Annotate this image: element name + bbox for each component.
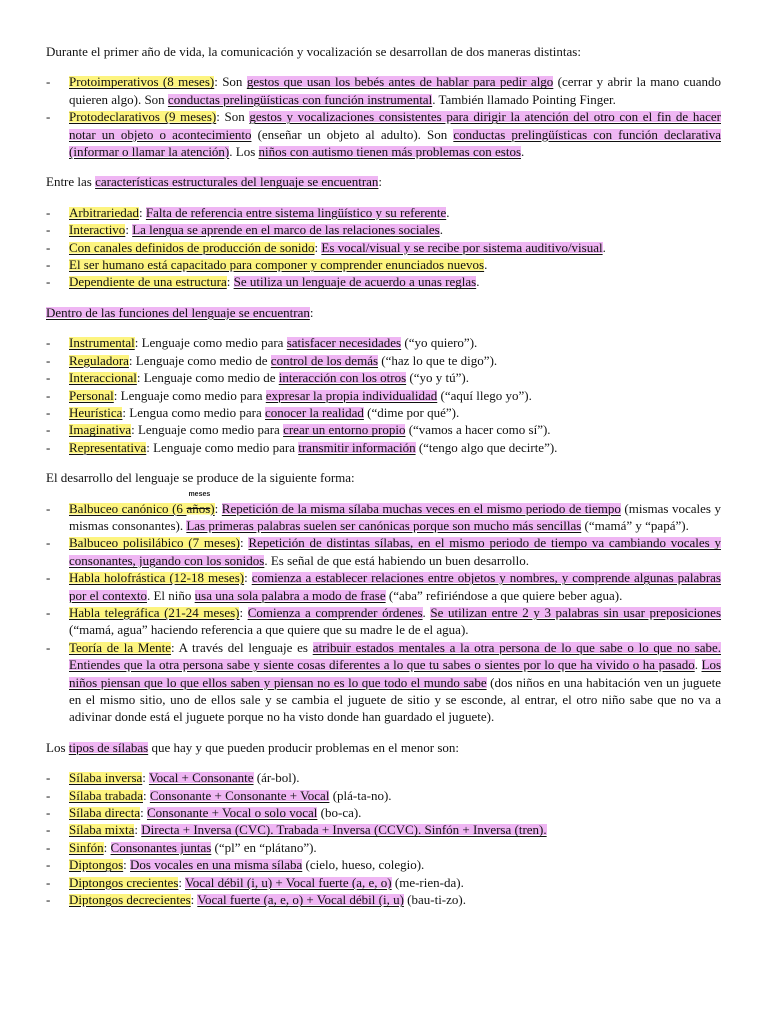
list-item	[46, 639, 721, 726]
list-item	[46, 108, 721, 160]
highlight: Vocal fuerte (a, e, o) + Vocal débil (i, u)	[197, 892, 404, 908]
text: . También llamado Pointing Finger.	[432, 91, 616, 107]
syllables-heading	[46, 739, 721, 756]
text: :	[226, 274, 234, 290]
text: .	[446, 204, 450, 220]
list-item	[46, 569, 721, 604]
list-item	[46, 787, 721, 804]
text: : Lenguaje como medio para	[131, 422, 284, 438]
structural-heading	[46, 173, 721, 190]
text: : Lenguaje como medio para	[113, 387, 266, 403]
highlight: Repetición de la misma sílaba muchas veces en el mismo periodo de tiempo	[221, 500, 621, 516]
text: : Lengua como medio para	[122, 404, 266, 420]
text: (“mamá” y “papá”).	[581, 517, 689, 533]
text: (enseñar un objeto al adulto). Son	[251, 126, 454, 142]
list-item	[46, 421, 721, 438]
highlight: expresar la propia individualidad	[265, 387, 438, 403]
highlight: Falta de referencia entre sistema lingüístico y su referente	[145, 204, 447, 220]
text: :	[142, 770, 149, 786]
term: Arbitrariedad	[69, 204, 140, 220]
text: (“aquí llego yo”).	[437, 387, 532, 403]
highlight: Se utilizan entre 2 y 3 palabras sin usar preposiciones	[430, 604, 722, 620]
text: (“yo quiero”).	[401, 335, 478, 351]
text: . Los	[229, 144, 259, 160]
text: . Es señal de que está habiendo un buen desarrollo.	[264, 552, 529, 568]
term: Personal	[69, 387, 114, 403]
list-item	[46, 839, 721, 856]
functions-list	[46, 334, 721, 456]
text: (bo-ca).	[317, 805, 362, 821]
text: :	[123, 857, 131, 873]
text: :	[103, 839, 111, 855]
communication-list	[46, 73, 721, 160]
term: Sílaba mixta	[69, 822, 135, 838]
highlight: Comienza a comprender órdenes	[247, 604, 423, 620]
list-item	[46, 856, 721, 873]
term: Heurística	[69, 404, 123, 420]
term: Sinfón	[69, 839, 104, 855]
text: :	[140, 805, 147, 821]
list-item	[46, 891, 721, 908]
text: :	[239, 604, 248, 620]
text: : Lenguaje como medio para	[134, 335, 287, 351]
text: :	[190, 892, 198, 908]
highlight: Vocal + Consonante	[148, 770, 254, 786]
highlight: La lengua se aprende en el marco de las relaciones sociales	[132, 222, 440, 238]
text: .	[439, 222, 443, 238]
list-item	[46, 874, 721, 891]
text: :	[139, 204, 146, 220]
term: Protoimperativos (8 meses)	[69, 74, 215, 90]
text: (“dime por qué”).	[363, 404, 460, 420]
text: : A través del lenguaje es	[171, 639, 313, 655]
text: . El niño	[146, 587, 195, 603]
text: )	[210, 500, 215, 516]
correction	[186, 490, 211, 517]
text: (cerrar y abrir la mano cuando quieren algo). Son	[69, 74, 722, 107]
text: :	[309, 304, 314, 320]
highlight: interacción con los otros	[278, 370, 407, 386]
highlight: Dos vocales en una misma sílaba	[130, 857, 303, 873]
highlight: Repetición de distintas sílabas, en el mismo periodo de tiempo va cambiando vocales y consonantes, jugando con los sonidos	[69, 535, 721, 568]
text: .	[476, 274, 480, 290]
term: Diptongos	[69, 857, 124, 873]
text: : Lenguaje como medio de	[136, 370, 279, 386]
text: (“mamá, agua” haciendo referencia a que quiere que su madre le de el agua).	[69, 622, 469, 638]
highlight: gestos que usan los bebés antes de hablar para pedir algo	[246, 74, 554, 90]
highlight: Dentro de las funciones del lenguaje se encuentran	[46, 304, 310, 320]
term: Habla telegráfica (21-24 meses)	[69, 604, 240, 620]
list-item	[46, 769, 721, 786]
term: Diptongos decrecientes	[69, 892, 191, 908]
text: .	[521, 144, 525, 160]
highlight: conocer la realidad	[265, 404, 364, 420]
term: Con canales definidos de producción de sonido	[69, 239, 315, 255]
text: (bau-ti-zo).	[403, 892, 466, 908]
highlight: Se utiliza un lenguaje de acuerdo a unas reglas	[233, 274, 477, 290]
list-item	[46, 369, 721, 386]
text: (“tengo algo que decirte”).	[415, 439, 558, 455]
text: (“haz lo que te digo”).	[378, 352, 498, 368]
list-item	[46, 239, 721, 256]
highlight: usa una sola palabra a modo de frase	[194, 587, 386, 603]
term: Interactivo	[69, 222, 126, 238]
term: Teoría de la Mente	[69, 639, 172, 655]
text: .	[422, 604, 431, 620]
highlight: Consonantes juntas	[110, 839, 212, 855]
list-item	[46, 273, 721, 290]
highlight: Directa + Inversa (CVC). Trabada + Inversa (CCVC). Sinfón + Inversa (tren).	[141, 822, 547, 838]
highlight: satisfacer necesidades	[286, 335, 402, 351]
text: :	[125, 222, 133, 238]
text: .	[484, 257, 488, 273]
highlight: Las primeras palabras suelen ser canónicas porque son mucho más sencillas	[186, 517, 582, 533]
list-item	[46, 204, 721, 221]
text: .	[602, 239, 606, 255]
list-item	[46, 604, 721, 639]
text: (ár-bol).	[253, 770, 300, 786]
text: :	[143, 787, 150, 803]
text: (me-rien-da).	[391, 874, 464, 890]
list-item	[46, 821, 721, 838]
term: Balbuceo polisilábico (7 meses)	[69, 535, 241, 551]
list-item	[46, 352, 721, 369]
syllables-list	[46, 769, 721, 908]
list-item	[46, 534, 721, 569]
highlight: Los niños piensan que lo que ellos saben y piensan no es lo que todo el mundo sabe	[69, 657, 722, 690]
text: :	[240, 535, 249, 551]
text: que hay y que pueden producir problemas en el menor son:	[148, 739, 460, 755]
term: Diptongos crecientes	[69, 874, 179, 890]
list-item	[46, 256, 721, 273]
development-heading: El desarrollo del lenguaje se produce de la siguiente forma:	[46, 470, 355, 486]
text: :	[214, 500, 222, 516]
highlight: transmitir información	[298, 439, 416, 455]
list-item	[46, 804, 721, 821]
text: Balbuceo canónico (6	[69, 500, 187, 516]
handwritten-note: meses	[188, 490, 211, 498]
intro-text: Durante el primer año de vida, la comunicación y vocalización se desarrollan de dos maneras distintas:	[46, 44, 581, 59]
list-item	[46, 221, 721, 238]
text: Los	[46, 739, 69, 755]
text: (mismas vocales y mismas consonantes).	[69, 500, 722, 533]
highlight: Vocal débil (i, u) + Vocal fuerte (a, e, o)	[185, 874, 392, 890]
list-item	[46, 73, 721, 108]
text: (dos niños en una habitación ven un juguete en el mismo sitio, uno de ellos sale y se cambia el juguete de sitio y se esconde, al entrar, el otro niño sabe que no va a adivinar donde está el juguete porque no ha visto donde han guardado el juguete).	[69, 674, 722, 725]
highlight: tipos de sílabas	[68, 739, 149, 755]
highlight: control de los demás	[270, 352, 379, 368]
highlight: comienza a establecer relaciones entre objetos y nombres, y comprende algunas palabras por el contexto	[69, 570, 721, 603]
text: : Son	[214, 74, 247, 90]
list-item	[46, 334, 721, 351]
highlight: niños con autismo tienen más problemas con estos	[258, 144, 521, 160]
text: (cielo, hueso, colegio).	[302, 857, 425, 873]
functions-heading	[46, 304, 721, 321]
term: El ser humano está capacitado para componer y comprender enunciados nuevos	[69, 257, 485, 273]
list-item	[46, 404, 721, 421]
highlight: Es vocal/visual y se recibe por sistema auditivo/visual	[321, 239, 603, 255]
term: Protodeclarativos (9 meses)	[69, 109, 217, 125]
list-item	[46, 439, 721, 456]
term: Interaccional	[69, 370, 137, 386]
highlight: atribuir estados mentales a la otra persona de lo que sabe o lo que no sabe. Entiendes que la otra persona sabe y siente cosas diferentes a lo que tu sabes o sientes por lo que ha vivido o ha pasado	[69, 639, 721, 673]
term	[69, 490, 215, 516]
list-item	[46, 490, 722, 535]
text: Entre las	[46, 174, 96, 190]
text: (plá-ta-no).	[329, 787, 392, 803]
text: :	[378, 174, 383, 190]
highlight: crear un entorno propio	[283, 422, 406, 438]
text: :	[134, 822, 142, 838]
term: Sílaba inversa	[69, 770, 143, 786]
term: Dependiente de una estructura	[69, 274, 227, 290]
highlight: características estructurales del lenguaje se encuentran	[95, 174, 379, 190]
term: Reguladora	[69, 352, 129, 368]
highlight: Consonante + Vocal o solo vocal	[146, 805, 318, 821]
text: : Son	[216, 109, 250, 125]
text: (“pl” en “plátano”).	[211, 839, 317, 855]
text: .	[694, 657, 702, 673]
list-item	[46, 387, 721, 404]
highlight: gestos y vocalizaciones consistentes para dirigir la atención del otro con el fin de hacer notar un objeto o acontecimiento	[69, 109, 721, 142]
highlight: Consonante + Consonante + Vocal	[149, 787, 330, 803]
text: :	[178, 874, 186, 890]
text: (“aba” refiriéndose a que quiere beber agua).	[385, 587, 623, 603]
text: :	[314, 239, 322, 255]
term: Instrumental	[69, 335, 135, 351]
term: Sílaba directa	[69, 805, 141, 821]
text: : Lenguaje como medio para	[146, 439, 299, 455]
term: Habla holofrástica (12-18 meses)	[69, 570, 245, 586]
text: : Lenguaje como medio de	[128, 352, 271, 368]
term: Representativa	[69, 439, 147, 455]
development-list	[46, 490, 722, 726]
term: Sílaba trabada	[69, 787, 143, 803]
text: (“yo y tú”).	[406, 370, 469, 386]
term: Imaginativa	[69, 422, 132, 438]
text: (“vamos a hacer como sí”).	[405, 422, 551, 438]
struck-word: años	[186, 500, 211, 516]
highlight: conductas prelingüísticas con función instrumental	[167, 91, 433, 107]
highlight: conductas prelingüísticas con función declarativa (informar o llamar la atención)	[69, 126, 721, 160]
structural-list	[46, 204, 721, 291]
text: :	[244, 570, 252, 586]
